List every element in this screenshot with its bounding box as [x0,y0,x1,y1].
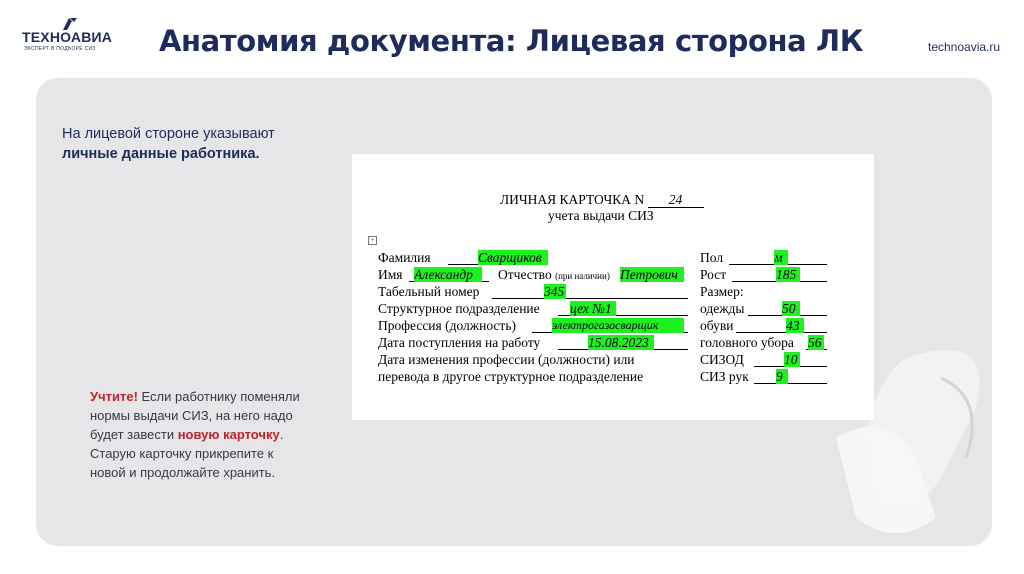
size-label: Размер: [700,284,744,299]
warning-note [90,387,310,482]
note-part2: . Старую карточку прикрепите к новой и продолжайте хранить. [90,427,284,480]
shoes-size-value: 43 [786,318,804,333]
hat-size-label: головного убора [700,335,794,350]
gloves-value: 9 [776,369,788,384]
site-url[interactable]: technoavia.ru [928,40,1001,54]
gender-value: м [774,250,788,265]
respirator-label: СИЗОД [700,352,744,367]
name-value: Александр [414,267,482,282]
patronymic-note: (при наличии) [555,271,610,281]
dept-value: цех №1 [570,301,616,316]
gloves-label: СИЗ рук [700,369,749,384]
gloves-underline [754,383,827,384]
card-subheading: учета выдачи СИЗ [548,208,654,223]
profession-value: электрогазосварщик [552,318,684,333]
change-line-1: Дата изменения профессии (должности) или [378,352,635,367]
lead-plain: На лицевой стороне указывают [62,126,275,142]
change-line-2: перевода в другое структурное подразделение [378,369,644,384]
logo-text: ТЕХНОАВИА [22,29,113,45]
surname-label: Фамилия [378,250,431,265]
dept-label: Структурное подразделение [378,301,540,316]
gender-label: Пол [700,250,724,265]
hire-date-value: 15.08.2023 [588,335,654,350]
shoes-size-underline [736,332,827,333]
respirator-value: 10 [784,352,800,367]
clothes-size-value: 50 [782,301,800,316]
patronymic-value: Петрович [620,267,684,282]
tab-number-underline [492,298,688,299]
logo-subtitle: ЭКСПЕРТ В ПОДБОРЕ СИЗ [24,46,96,52]
table-anchor-icon: + [368,236,377,245]
height-label: Рост [700,267,727,282]
note-part1: Если работнику поменяли нормы выдачи СИЗ, на него надо будет завести [90,389,300,442]
page-title: Анатомия документа: Лицевая сторона ЛК [159,24,864,58]
note-attention: Учтите! [90,389,138,404]
patronymic-label: Отчество (при наличии) [498,267,610,282]
note-new-card: новую карточку [177,427,280,442]
lead-bold: личные данные работника. [62,146,260,162]
personal-card-image [352,154,874,420]
tab-number-label: Табельный номер [378,284,480,299]
lead-text [62,124,312,164]
profession-label: Профессия (должность) [378,318,516,333]
card-heading: ЛИЧНАЯ КАРТОЧКА N 24 [500,192,704,208]
tab-number-value: 345 [544,284,565,299]
hire-date-label: Дата поступления на работу [378,335,541,350]
company-logo[interactable] [22,16,118,56]
shoes-size-label: обуви [700,318,734,333]
surname-value: Сварщиков [478,250,548,265]
card-number: 24 [648,193,704,208]
height-value: 185 [776,267,800,282]
name-label: Имя [378,267,403,282]
clothes-size-label: одежды [700,301,745,316]
hat-size-value: 56 [808,335,824,350]
